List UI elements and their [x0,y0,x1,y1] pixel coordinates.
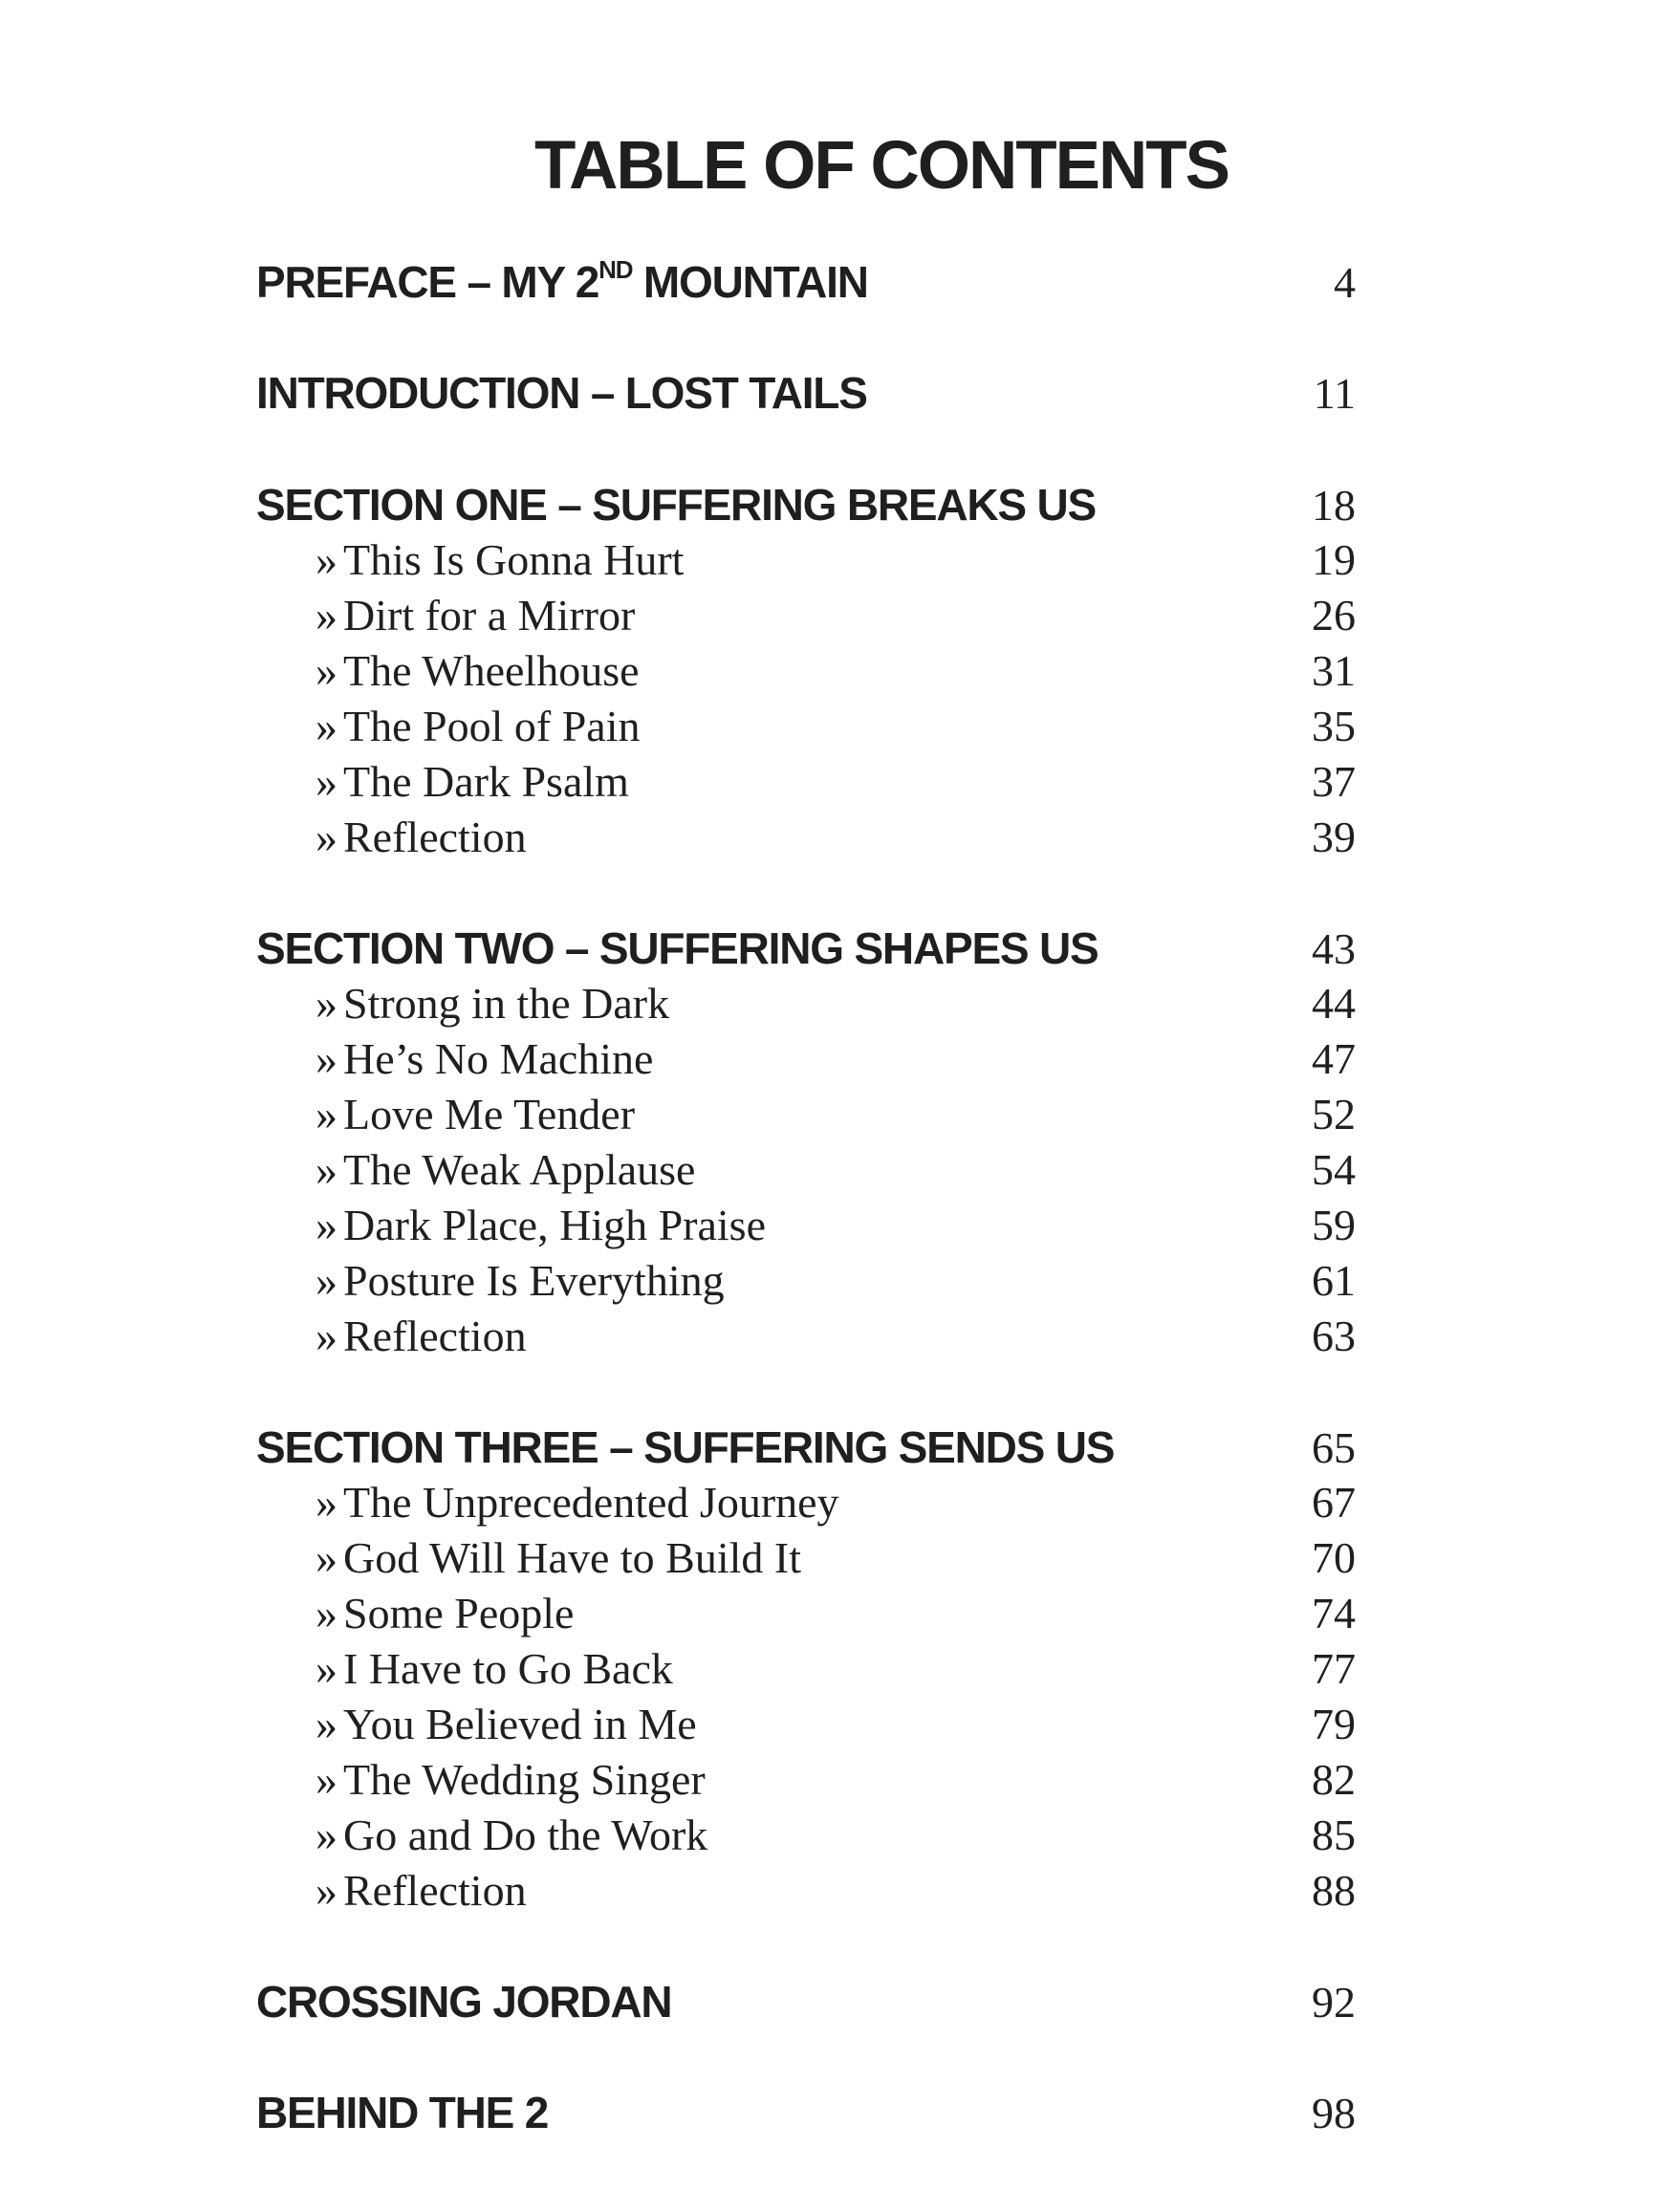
toc-page-number: 47 [1312,1034,1356,1083]
bullet-glyph: » [315,1256,337,1305]
toc-entry-section-two[interactable] [256,922,1356,978]
toc-page-number: 77 [1312,1644,1356,1693]
toc-page-number: 59 [1312,1201,1356,1249]
toc-subentry[interactable] [256,756,1356,812]
toc-page-number: 67 [1312,1478,1356,1527]
bullet-glyph: » [315,1533,337,1582]
toc-entry-section-one[interactable] [256,479,1356,534]
toc-page-number: 43 [1312,924,1356,973]
toc-subentry[interactable] [256,645,1356,701]
toc-subentry-label: » You Believed in Me [315,1700,697,1748]
page-title: TABLE OF CONTENTS [534,128,1229,204]
bullet-glyph: » [315,1755,337,1804]
toc-page-number: 18 [1312,481,1356,530]
bullet-glyph: » [315,1811,337,1859]
toc-subentry[interactable] [256,1144,1356,1200]
toc-page-number: 65 [1312,1423,1356,1472]
toc-page-number: 70 [1312,1533,1356,1582]
bullet-glyph: » [315,1700,337,1748]
toc-subentry[interactable] [256,1643,1356,1699]
toc-subentry[interactable] [256,1532,1356,1588]
toc-entry-crossing-jordan[interactable] [256,1976,1356,2031]
toc-page-number: 26 [1312,591,1356,640]
bullet-glyph: » [315,1145,337,1194]
toc-subentry-label: » The Dark Psalm [315,757,629,806]
toc-entry-label: SECTION THREE – SUFFERING SENDS US [256,1422,1115,1472]
bullet-glyph: » [315,1034,337,1083]
toc-subentry[interactable] [256,1200,1356,1255]
toc-subentry-label: » Some People [315,1589,575,1637]
toc-entry-label: PREFACE – MY 2ND MOUNTAIN [256,254,868,307]
bullet-glyph: » [315,535,337,584]
toc-subentry-label: » Reflection [315,1312,527,1360]
toc-subentry-label: » He’s No Machine [315,1034,654,1083]
toc-page-number: 44 [1312,979,1356,1028]
toc-page-number: 82 [1312,1755,1356,1804]
toc-page-number: 39 [1312,813,1356,861]
toc-subentry-label: » Reflection [315,1866,527,1915]
toc-page-number: 79 [1312,1700,1356,1748]
toc-entry-section-three[interactable] [256,1421,1356,1477]
toc-subentry-label: » The Wheelhouse [315,646,640,695]
toc-subentry-label: » The Weak Applause [315,1145,696,1194]
toc-subentry-label: » Dirt for a Mirror [315,591,636,640]
toc-subentry-label: » Love Me Tender [315,1090,636,1139]
toc-subentry-label: » Posture Is Everything [315,1256,725,1305]
bullet-glyph: » [315,1644,337,1693]
toc-page-number: 19 [1312,535,1356,584]
bullet-glyph: » [315,1589,337,1637]
toc-page-number: 85 [1312,1811,1356,1859]
toc-subentry-label: » Strong in the Dark [315,979,670,1028]
toc-page-number: 52 [1312,1090,1356,1139]
toc-subentry[interactable] [256,1754,1356,1810]
bullet-glyph: » [315,979,337,1028]
toc-subentry[interactable] [256,1477,1356,1532]
toc-page-number: 88 [1312,1866,1356,1915]
toc-page-number: 37 [1312,757,1356,806]
toc-subentry[interactable] [256,1255,1356,1311]
toc-page-number: 98 [1312,2089,1356,2137]
bullet-glyph: » [315,702,337,750]
toc-subentry[interactable] [256,1311,1356,1366]
toc-page-number: 92 [1312,1978,1356,2027]
toc-subentry-label: » God Will Have to Build It [315,1533,801,1582]
toc-page-number: 31 [1312,646,1356,695]
toc-subentry[interactable] [256,812,1356,867]
bullet-glyph: » [315,1090,337,1139]
toc-subentry[interactable] [256,1588,1356,1643]
toc-subentry[interactable] [256,1033,1356,1089]
bullet-glyph: » [315,1201,337,1249]
bullet-glyph: » [315,1866,337,1915]
bullet-glyph: » [315,646,337,695]
toc-page-number: 61 [1312,1256,1356,1305]
toc-page-number: 74 [1312,1589,1356,1637]
toc-subentry-label: » Reflection [315,813,527,861]
toc-page-number: 63 [1312,1312,1356,1360]
bullet-glyph: » [315,1312,337,1360]
toc-entry-label: INTRODUCTION – LOST TAILS [256,368,867,418]
bullet-glyph: » [315,757,337,806]
toc-page-number: 35 [1312,702,1356,750]
toc-subentry[interactable] [256,701,1356,756]
toc-subentry-label: » I Have to Go Back [315,1644,673,1693]
toc-entry-label: CROSSING JORDAN [256,1977,672,2027]
toc-entry-preface[interactable] [256,256,1356,312]
toc-subentry[interactable] [256,1089,1356,1144]
toc-page-number: 54 [1312,1145,1356,1194]
toc-subentry[interactable] [256,978,1356,1033]
toc-entry-label: SECTION ONE – SUFFERING BREAKS US [256,480,1096,530]
toc-subentry-label: » This Is Gonna Hurt [315,535,685,584]
toc-subentry[interactable] [256,1810,1356,1865]
toc-subentry[interactable] [256,1865,1356,1920]
toc-page-number: 4 [1334,258,1356,307]
toc-subentry-label: » The Wedding Singer [315,1755,706,1804]
toc-subentry[interactable] [256,534,1356,590]
toc-subentry-label: » Dark Place, High Praise [315,1201,766,1249]
toc-entry-introduction[interactable] [256,367,1356,423]
toc-entry-behind-the-2[interactable] [256,2087,1356,2142]
bullet-glyph: » [315,1478,337,1527]
toc-entry-label: SECTION TWO – SUFFERING SHAPES US [256,923,1099,973]
toc-subentry[interactable] [256,1699,1356,1754]
toc-subentry-label: » The Pool of Pain [315,702,641,750]
bullet-glyph: » [315,591,337,640]
toc-entry-label: BEHIND THE 2 [256,2088,549,2137]
bullet-glyph: » [315,813,337,861]
toc-subentry-label: » Go and Do the Work [315,1811,708,1859]
toc-subentry[interactable] [256,590,1356,645]
toc-subentry-label: » The Unprecedented Journey [315,1478,839,1527]
toc-page-number: 11 [1313,369,1356,418]
